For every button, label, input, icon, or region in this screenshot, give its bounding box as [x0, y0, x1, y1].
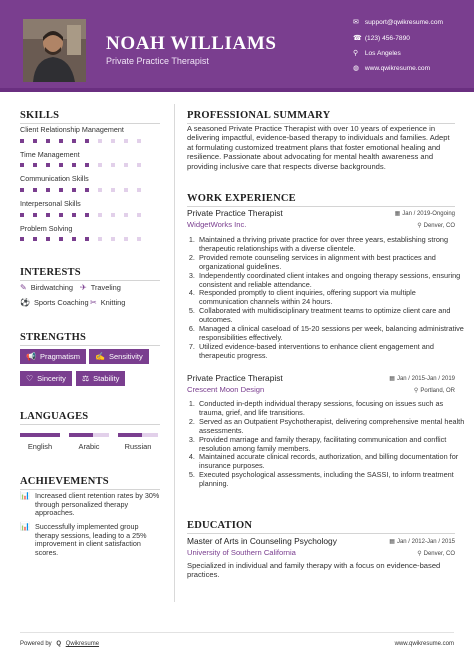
skill-dot [137, 237, 141, 241]
skill-dot [20, 163, 24, 167]
bird-icon: ✎ [20, 283, 27, 292]
contact-email[interactable]: ✉ support@qwikresume.com [353, 19, 443, 26]
summary-heading: PROFESSIONAL SUMMARY [187, 110, 331, 121]
skill-dot [33, 237, 37, 241]
qwikresume-logo-icon: Q [56, 641, 62, 647]
footer-site-link[interactable]: www.qwikresume.com [394, 641, 454, 647]
skill-dot [111, 139, 115, 143]
skill-dot [59, 163, 63, 167]
skill-label: Communication Skills [20, 174, 89, 183]
languages-heading: LANGUAGES [20, 411, 89, 422]
job-bullets [187, 236, 465, 361]
job-dates: ▦ Jan / 2019-Ongoing [394, 211, 455, 217]
calendar-icon: ▦ [394, 211, 401, 217]
profile-photo [23, 19, 86, 82]
scale-icon: ✍ [95, 352, 105, 361]
language-level-fill [20, 433, 60, 437]
skill-label: Client Relationship Management [20, 125, 124, 134]
interests-heading: INTERESTS [20, 267, 81, 278]
bar-chart-icon: 📊 [20, 522, 30, 531]
skill-dot [72, 213, 76, 217]
language-name: Russian [124, 442, 152, 451]
job-bullet: 5. Collaborated with multidisciplinary treatment teams to optimize client care and outcomes. [197, 307, 465, 325]
skill-dot [72, 163, 76, 167]
skill-dot [20, 139, 24, 143]
skill-dot [85, 139, 89, 143]
skill-dot [46, 163, 50, 167]
skill-dot [98, 188, 102, 192]
skill-dot [46, 188, 50, 192]
skill-dot [124, 213, 128, 217]
strengths-heading-block [20, 332, 160, 346]
interest-item: ✎ Birdwatching [20, 283, 74, 292]
skill-dot [59, 188, 63, 192]
interests-heading-block [20, 267, 160, 281]
candidate-name: NOAH WILLIAMS [106, 33, 277, 54]
candidate-role: Private Practice Therapist [106, 56, 209, 66]
job-title: Private Practice Therapist [187, 208, 283, 218]
summary-heading-block [187, 110, 455, 124]
job-bullet: 6. Managed a clinical caseload of 15-20 sessions per week, balancing administrative responsibilities effectively. [197, 325, 465, 343]
skill-dot [98, 139, 102, 143]
location-pin-icon: ⚲ [413, 388, 419, 394]
balance-icon: ⚖ [82, 374, 90, 383]
achievements-heading: ACHIEVEMENTS [20, 476, 109, 487]
language-name: English [27, 442, 53, 451]
skill-dot [124, 188, 128, 192]
job-location: ⚲ Denver, CO [417, 223, 455, 229]
skill-dot [20, 237, 24, 241]
bar-chart-icon: 📊 [20, 491, 30, 500]
experience-heading-block [187, 193, 455, 207]
skill-dot [85, 237, 89, 241]
interest-item: ⚽ Sports Coaching [20, 298, 89, 307]
skill-dot [137, 213, 141, 217]
footer-rule [20, 632, 454, 633]
job-title: Private Practice Therapist [187, 373, 283, 383]
job-bullet: 1. Conducted in-depth individual therapy sessions, focusing on issues such as trauma, grief, and life transitions. [197, 400, 465, 418]
job-bullet: 2. Served as an Outpatient Psychotherapist, delivering comprehensive mental health assessments. [197, 418, 465, 436]
skill-dot [33, 188, 37, 192]
skill-dot [98, 163, 102, 167]
achievement-item: 📊 Successfully implemented group therapy sessions, leading to a 25% improvement in client satisfaction scores. [20, 522, 147, 557]
education-rule [187, 533, 455, 534]
location-pin-icon: ⚲ [417, 223, 422, 229]
skill-dot [124, 237, 128, 241]
strength-tag: ⚖ Stability [76, 371, 125, 386]
job-bullet: 3. Independently coordinated client intakes and ongoing therapy sessions, ensuring consistent and reliable attendance. [197, 272, 465, 290]
skill-dot [46, 213, 50, 217]
skill-dot [72, 139, 76, 143]
skill-label: Interpersonal Skills [20, 199, 81, 208]
job-bullet: 1. Maintained a thriving private practice for over three years, establishing strong therapeutic relationships with a diverse clientele. [197, 236, 465, 254]
achievements-rule [20, 489, 160, 490]
skills-heading-block [20, 110, 160, 124]
experience-heading: WORK EXPERIENCE [187, 193, 296, 204]
skill-dot [137, 139, 141, 143]
job-bullet: 2. Provided remote counseling services in alignment with best practices and organizational guidelines. [197, 254, 465, 272]
skill-dot [20, 188, 24, 192]
language-level-fill [69, 433, 93, 437]
skill-dot [33, 163, 37, 167]
strengths-rule [20, 345, 160, 346]
skills-rule [20, 123, 160, 124]
skill-label: Problem Solving [20, 224, 73, 233]
footer-powered-by[interactable]: Powered by Q Qwikresume [20, 641, 100, 647]
contact-phone[interactable]: ☎ (123) 456-7890 [353, 35, 410, 42]
location-pin-icon: ⚲ [353, 50, 359, 57]
education-dates: ▦ Jan / 2012-Jan / 2015 [389, 539, 455, 545]
skill-dot [98, 237, 102, 241]
skill-dot [85, 163, 89, 167]
skill-dot [59, 139, 63, 143]
strengths-heading: STRENGTHS [20, 332, 86, 343]
strength-tag: 📢 Pragmatism [20, 349, 86, 364]
skill-dot [59, 213, 63, 217]
achievements-heading-block [20, 476, 160, 490]
skill-dot [20, 213, 24, 217]
achievement-item: 📊 Increased client retention rates by 30% through personalized therapy approaches. [20, 491, 160, 518]
skill-dot [85, 213, 89, 217]
education-location: ⚲ Denver, CO [417, 551, 455, 557]
phone-icon: ☎ [353, 35, 362, 42]
skill-dot [124, 163, 128, 167]
interest-item: ✂ Knitting [90, 298, 126, 307]
job-bullet: 4. Responded promptly to client inquiries, offering support via multiple communication channels within 24 hours. [197, 289, 465, 307]
interest-item: ✈ Traveling [80, 283, 121, 292]
heart-icon: ♡ [26, 374, 34, 383]
job-bullet: 7. Utilized evidence-based interventions to enhance client engagement and therapeutic progress. [197, 343, 465, 361]
skill-dot [111, 188, 115, 192]
skill-dot [111, 237, 115, 241]
skills-heading: SKILLS [20, 110, 60, 121]
megaphone-icon: 📢 [26, 352, 36, 361]
education-text: Specialized in individual and family therapy with a focus on evidence-based practices. [187, 561, 441, 580]
job-company: WidgetWorks Inc. [187, 220, 247, 229]
contact-website[interactable]: ◍ www.qwikresume.com [353, 65, 431, 72]
language-name: Arabic [78, 442, 100, 451]
skill-dot [137, 188, 141, 192]
location-pin-icon: ⚲ [417, 551, 422, 557]
strength-tag: ♡ Sincerity [20, 371, 72, 386]
job-location: ⚲ Portland, OR [413, 388, 455, 394]
skill-dot [33, 139, 37, 143]
skill-dot [59, 237, 63, 241]
header-banner [0, 0, 474, 92]
skill-dot [111, 213, 115, 217]
job-bullet: 4. Maintained accurate clinical records, authorization, and billing documentation for insurance purposes. [197, 453, 465, 471]
column-divider [174, 104, 175, 602]
calendar-icon: ▦ [389, 376, 395, 382]
yarn-icon: ✂ [90, 298, 97, 307]
job-company: Crescent Moon Design [187, 385, 265, 394]
skill-dot [72, 188, 76, 192]
contact-location: ⚲ Los Angeles [353, 50, 401, 57]
education-heading-block [187, 520, 455, 534]
globe-icon: ◍ [353, 65, 360, 72]
job-dates: ▦ Jan / 2015-Jan / 2019 [389, 376, 455, 382]
skill-label: Time Management [20, 150, 80, 159]
skill-dot [137, 163, 141, 167]
envelope-icon: ✉ [353, 19, 359, 26]
language-level-bar [20, 433, 60, 437]
strength-tag: ✍ Sensitivity [89, 349, 149, 364]
running-icon: ⚽ [20, 298, 30, 307]
education-school: University of Southern California [187, 548, 296, 557]
skill-dot [124, 139, 128, 143]
job-bullet: 5. Executed psychological assessments, including the SASSI, to inform treatment planning. [197, 471, 465, 489]
skill-dot [85, 188, 89, 192]
education-heading: EDUCATION [187, 520, 253, 531]
skill-dot [72, 237, 76, 241]
plane-icon: ✈ [80, 283, 87, 292]
calendar-icon: ▦ [389, 539, 395, 545]
skill-dot [46, 237, 50, 241]
language-level-bar [118, 433, 158, 437]
language-level-bar [69, 433, 109, 437]
languages-heading-block [20, 411, 160, 425]
experience-rule [187, 206, 455, 207]
language-level-fill [118, 433, 142, 437]
skill-dot [111, 163, 115, 167]
languages-rule [20, 424, 160, 425]
skill-dot [46, 139, 50, 143]
education-degree: Master of Arts in Counseling Psychology [187, 536, 337, 546]
summary-text: A seasoned Private Practice Therapist with over 10 years of experience in delivering impactful, evidence-based therapy to individuals and families. Adept at formulating customized treatment plans that foster emotional healing and resilience. Passionate about advocating for mental health awareness and providing inclusive care that respects diverse backgrounds. [187, 124, 450, 171]
interests-rule [20, 280, 160, 281]
job-bullets [187, 400, 465, 489]
job-bullet: 3. Provided marriage and family therapy, facilitating communication and conflict resolution among family members. [197, 436, 465, 454]
skill-dot [33, 213, 37, 217]
skill-dot [98, 213, 102, 217]
